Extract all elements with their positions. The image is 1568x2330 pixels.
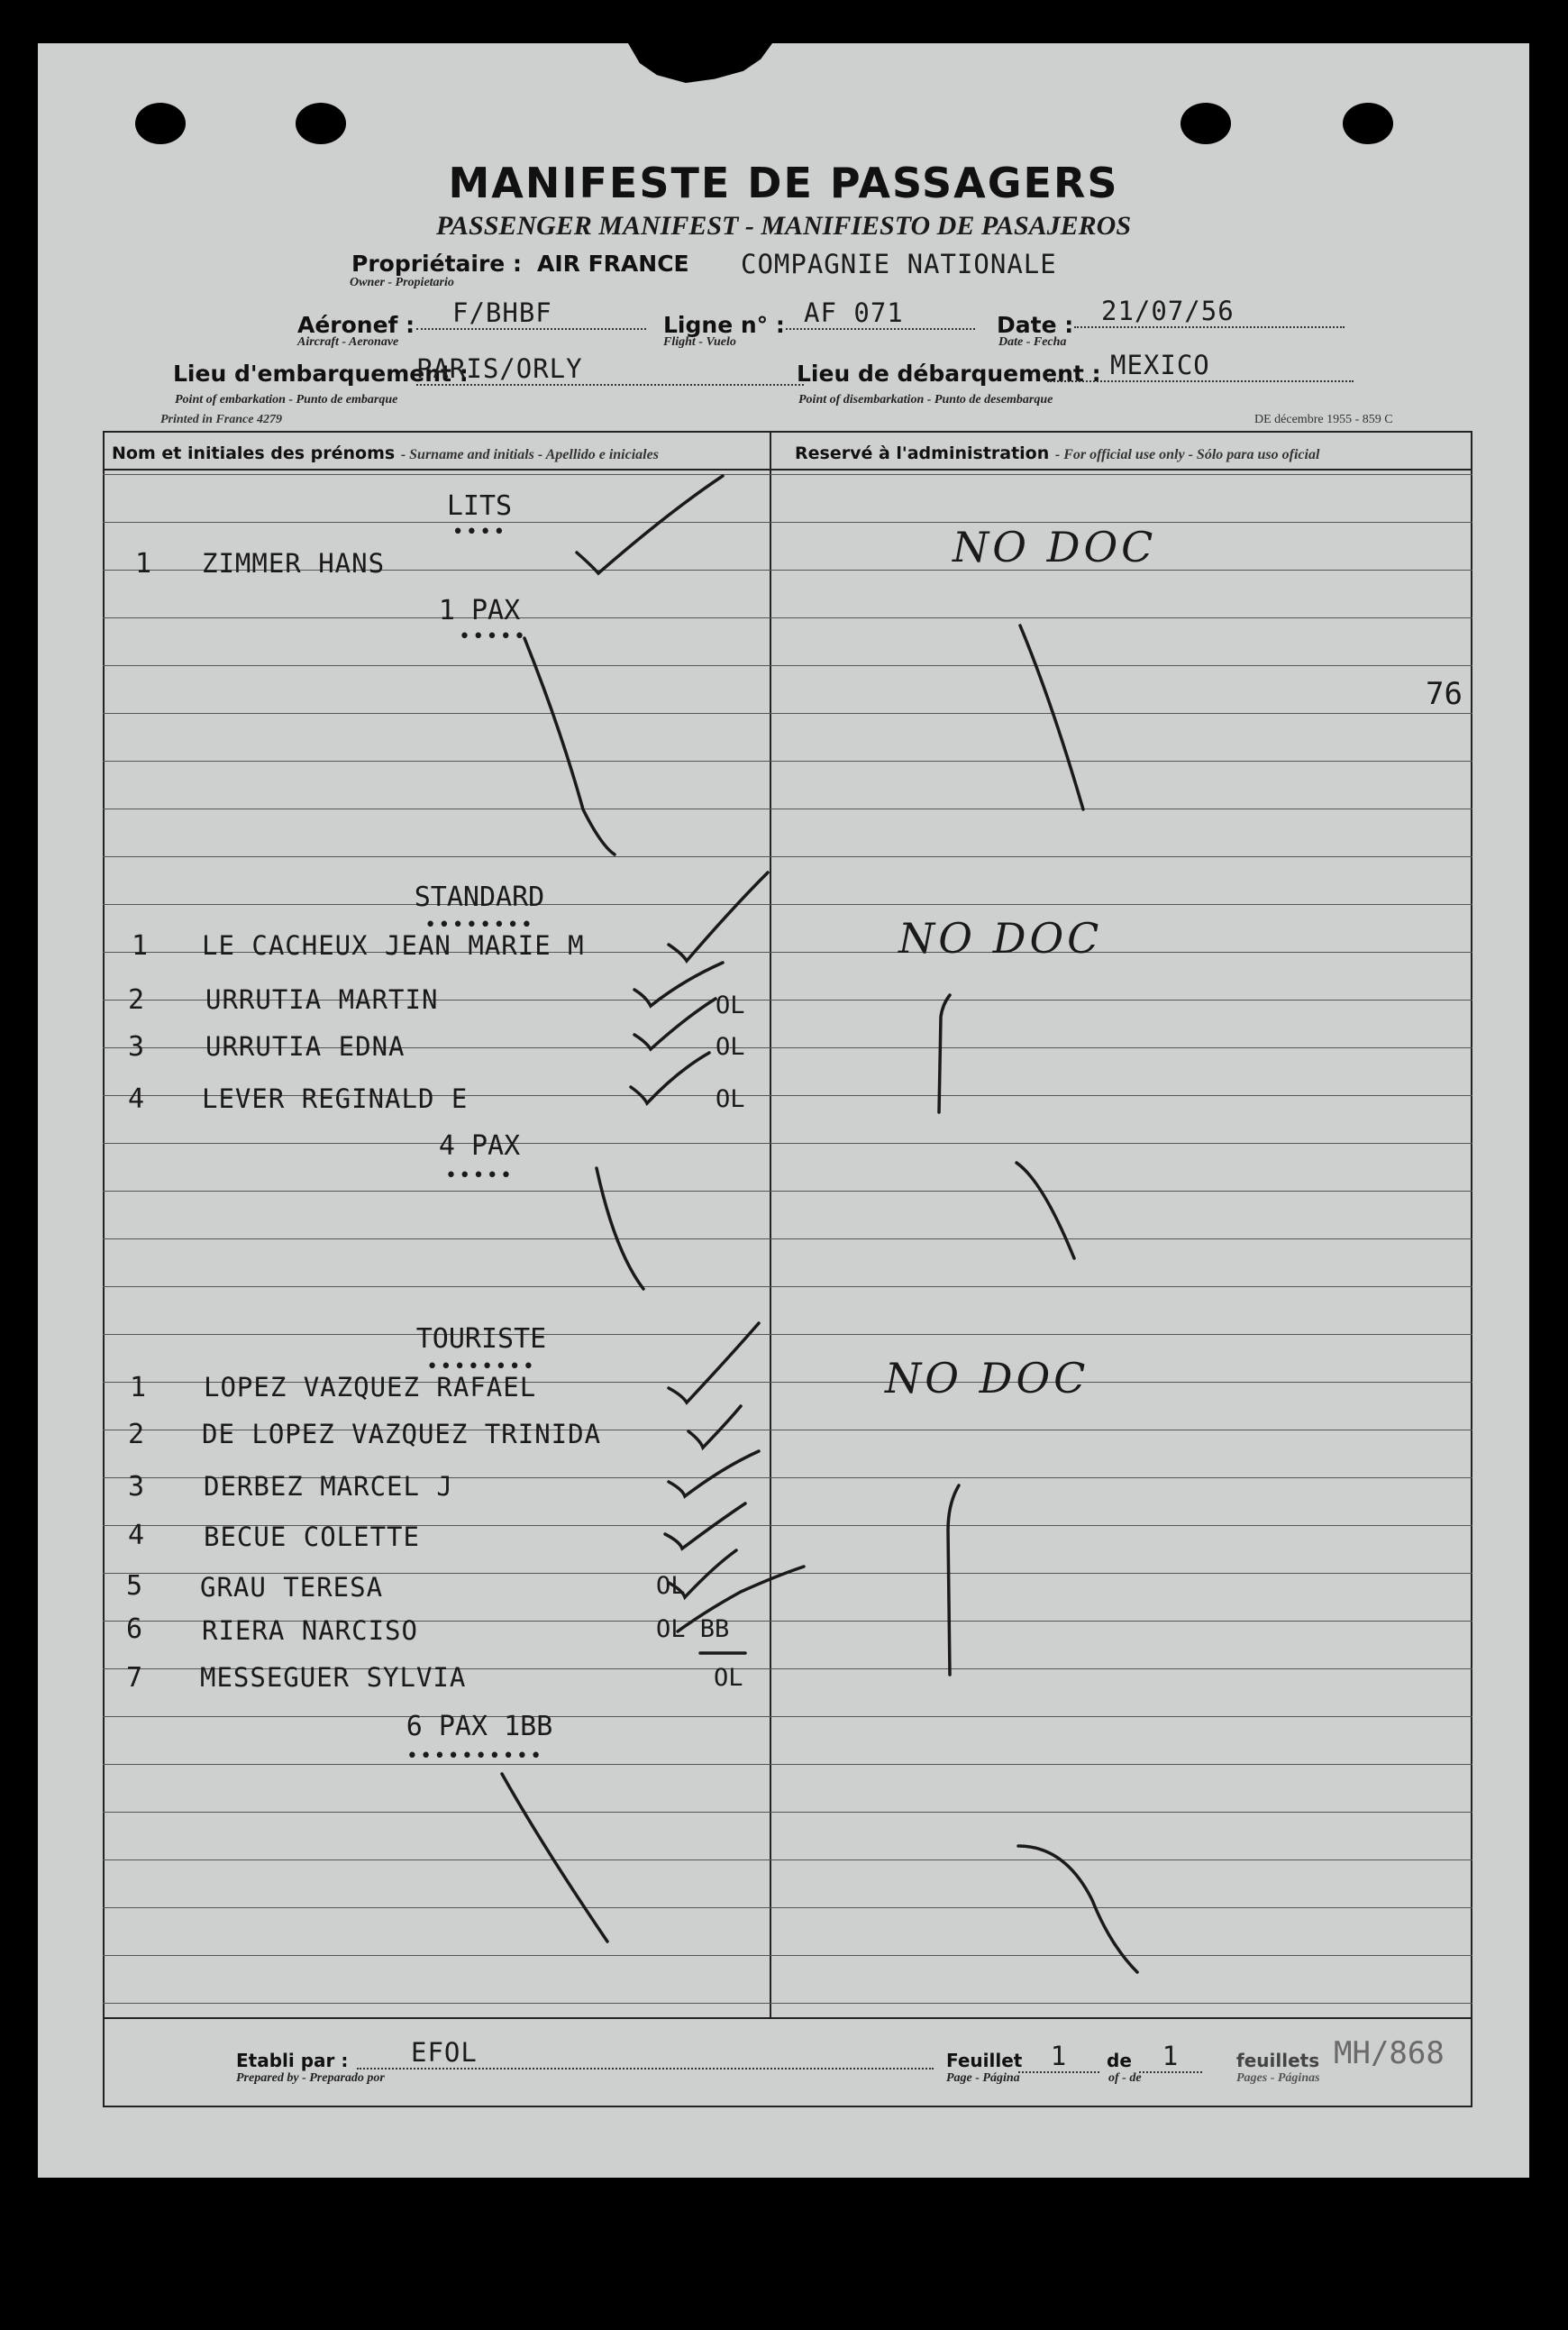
prepared-label: Etabli par : <box>236 2050 349 2071</box>
section-dots-touriste: •••••••• <box>426 1356 536 1378</box>
owner-printed: AIR FRANCE <box>537 251 689 277</box>
summary-dots-standard: ••••• <box>444 1165 515 1187</box>
passenger-name: LOPEZ VAZQUEZ RAFAEL <box>204 1372 537 1403</box>
prepared-sublabel: Prepared by - Preparado por <box>236 2071 385 2085</box>
passenger-name: RIERA NARCISO <box>202 1615 418 1646</box>
check-mark <box>688 1406 741 1448</box>
sheets-sublabel: Pages - Páginas <box>1236 2071 1320 2085</box>
passenger-num: 2 <box>128 984 145 1016</box>
check-mark <box>678 1567 804 1631</box>
disembark-value: MEXICO <box>1047 350 1354 382</box>
embark-value: PARIS/ORLY <box>416 353 804 386</box>
flight-value: AF 071 <box>786 297 975 330</box>
passenger-num: 1 <box>130 1372 147 1403</box>
owner-label: Propriétaire : <box>351 251 522 277</box>
date-value: 21/07/56 <box>1074 296 1345 328</box>
embark-label: Lieu d'embarquement : <box>173 361 469 387</box>
page-number: 76 <box>1426 676 1463 712</box>
check-mark <box>634 999 716 1049</box>
check-mark <box>669 1323 759 1403</box>
passenger-num: 7 <box>126 1662 143 1694</box>
admin-stroke <box>1018 1846 1137 1972</box>
summary-dots-touriste: •••••••••• <box>406 1745 544 1768</box>
passenger-num: 4 <box>128 1520 145 1551</box>
sheets-label: feuillets <box>1236 2050 1320 2071</box>
passenger-name: URRUTIA EDNA <box>205 1031 406 1062</box>
admin-stroke <box>1020 626 1083 809</box>
manifest-title: MANIFESTE DE PASSAGERS <box>448 159 1119 207</box>
passenger-suffix: OL <box>716 1085 745 1113</box>
archive-ref: MH/868 <box>1334 2035 1445 2071</box>
passenger-suffix: OL <box>714 1664 743 1692</box>
total-value: 1 <box>1139 2041 1202 2073</box>
prepared-value: EFOL <box>357 2037 934 2070</box>
passenger-num: 4 <box>128 1083 145 1115</box>
form-ref: DE décembre 1955 - 859 C <box>1254 413 1393 426</box>
tick-stroke <box>502 1774 607 1942</box>
flight-sublabel: Flight - Vuelo <box>663 335 736 349</box>
passenger-num: 6 <box>126 1613 143 1645</box>
summary-dots-lits: ••••• <box>458 626 528 648</box>
passenger-name: DERBEZ MARCEL J <box>204 1471 453 1502</box>
passenger-num: 1 <box>132 930 149 962</box>
admin-note-standard: NO DOC <box>898 914 1103 963</box>
section-summary-standard: 4 PAX <box>438 1130 521 1162</box>
aircraft-sublabel: Aircraft - Aeronave <box>297 335 399 349</box>
aircraft-value: F/BHBF <box>416 297 646 330</box>
manifest-subtitle: PASSENGER MANIFEST - MANIFIESTO DE PASAJEROS <box>435 211 1132 241</box>
aircraft-label: Aéronef : <box>297 312 415 338</box>
flight-label: Ligne n° : <box>663 312 785 338</box>
passenger-name: URRUTIA MARTIN <box>205 984 439 1015</box>
disembark-sublabel: Point of disembarkation - Punto de desembarque <box>798 393 1053 407</box>
date-sublabel: Date - Fecha <box>998 335 1067 349</box>
date-label: Date : <box>997 312 1074 338</box>
owner-typed: COMPAGNIE NATIONALE <box>741 249 1057 279</box>
passenger-name: LEVER REGINALD E <box>202 1083 469 1114</box>
manifest-sheet <box>38 43 1529 2178</box>
section-title-touriste: TOURISTE <box>415 1323 547 1355</box>
admin-bracket <box>948 1485 959 1675</box>
col2-header-text: Reservé à l'administration <box>795 443 1050 463</box>
col1-header-sub: - Surname and initials - Apellido e iniciales <box>400 447 659 462</box>
passenger-suffix: OL <box>656 1572 686 1600</box>
passenger-name: MESSEGUER SYLVIA <box>200 1662 467 1693</box>
passenger-name: BECUE COLETTE <box>204 1521 420 1552</box>
check-mark <box>669 873 768 961</box>
admin-bracket <box>939 995 950 1112</box>
check-mark <box>665 1503 745 1549</box>
tick-stroke <box>597 1168 643 1289</box>
passenger-num: 5 <box>126 1570 143 1602</box>
passenger-suffix: OL <box>716 1033 745 1061</box>
embark-sublabel: Point of embarkation - Punto de embarque <box>175 393 398 407</box>
col1-header-text: Nom et initiales des prénoms <box>112 443 396 463</box>
passenger-name: GRAU TERESA <box>200 1572 384 1603</box>
check-mark <box>669 1550 736 1597</box>
section-title-lits: LITS <box>446 490 513 522</box>
page-value: 1 <box>1018 2041 1099 2073</box>
section-dots-standard: •••••••• <box>424 914 534 937</box>
passenger-num: 1 <box>135 548 152 580</box>
passenger-num: 3 <box>128 1471 145 1503</box>
handwritten-marks <box>38 43 1529 2178</box>
check-mark <box>631 1053 709 1103</box>
col2-header-sub: - For official use only - Sólo para uso oficial <box>1054 447 1320 462</box>
of-sublabel: of - de <box>1108 2071 1142 2085</box>
check-mark <box>634 963 723 1006</box>
passenger-num: 3 <box>128 1031 145 1063</box>
section-title-standard: STANDARD <box>414 882 545 913</box>
admin-note-lits: NO DOC <box>953 523 1157 571</box>
admin-note-touriste: NO DOC <box>885 1354 1089 1403</box>
page-sublabel: Page - Página <box>946 2071 1020 2085</box>
section-summary-lits: 1 PAX <box>438 595 521 626</box>
section-summary-touriste: 6 PAX 1BB <box>406 1711 553 1742</box>
passenger-name: DE LOPEZ VAZQUEZ TRINIDA <box>202 1419 602 1449</box>
section-dots-lits: •••• <box>451 521 507 544</box>
disembark-label: Lieu de débarquement : <box>797 361 1101 387</box>
tick-stroke <box>524 638 615 854</box>
passenger-name: LE CACHEUX JEAN MARIE M <box>202 930 585 961</box>
passenger-suffix: OL BB <box>656 1615 730 1643</box>
check-mark <box>669 1451 759 1496</box>
passenger-num: 2 <box>128 1419 145 1450</box>
check-mark <box>577 476 723 573</box>
passenger-name: ZIMMER HANS <box>202 548 386 579</box>
printed-in: Printed in France 4279 <box>160 413 282 426</box>
of-label: de <box>1107 2050 1132 2071</box>
admin-stroke <box>1016 1163 1074 1258</box>
passenger-suffix: OL <box>716 991 745 1019</box>
page-label: Feuillet <box>946 2050 1023 2071</box>
owner-sublabel: Owner - Propietario <box>350 276 454 289</box>
